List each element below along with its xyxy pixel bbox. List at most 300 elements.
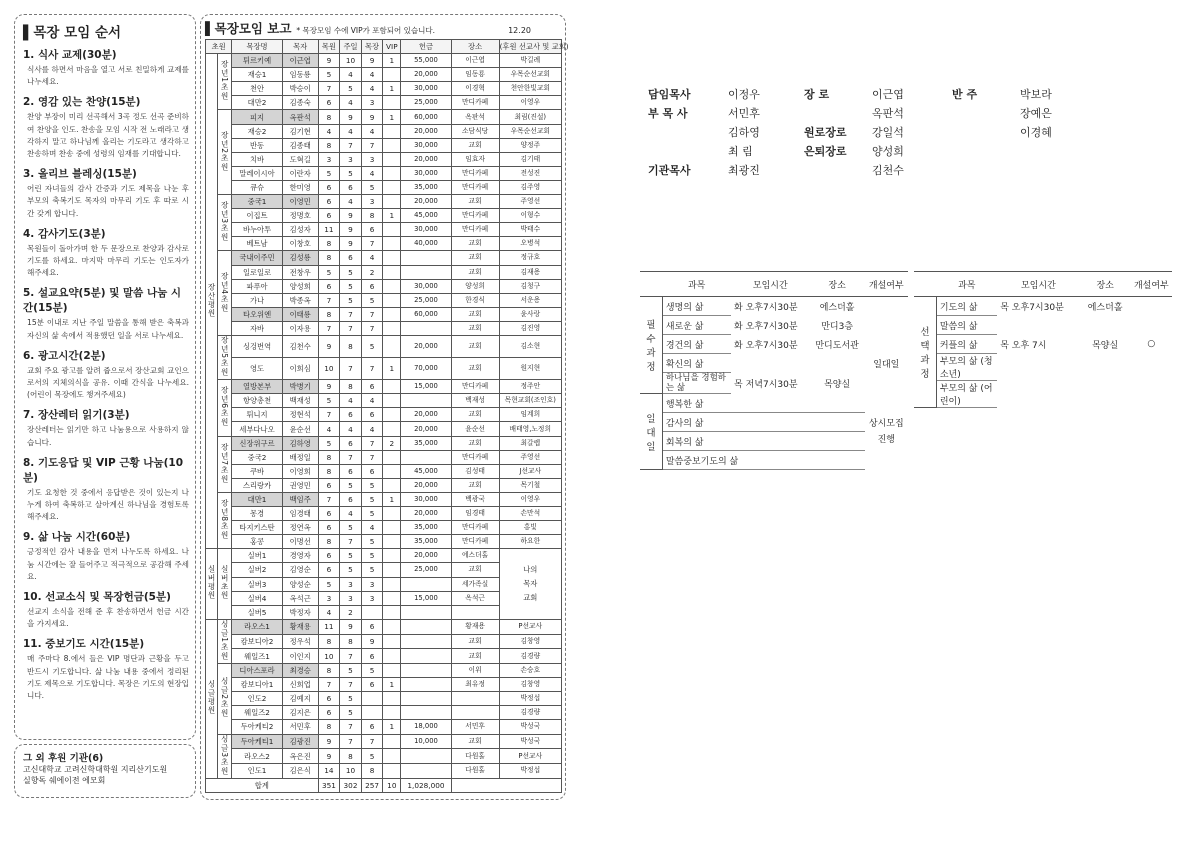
report-cell: 6 [361, 408, 383, 422]
report-cell: 60,000 [401, 307, 451, 321]
report-cell: 3 [361, 591, 383, 605]
course-group [640, 297, 662, 394]
report-cell: 김기태 [499, 152, 561, 166]
report-cell: 백임주 [282, 492, 318, 506]
report-row [206, 195, 562, 209]
report-cell: 이명선 [282, 535, 318, 549]
course-header-blank [640, 272, 662, 297]
report-cell: 교회 [451, 649, 499, 664]
report-cell: 3 [361, 152, 383, 166]
staff-cell [648, 123, 728, 142]
report-cell: 6 [318, 209, 340, 223]
report-cell: 10 [340, 763, 362, 778]
report-cell: 천안 [232, 82, 282, 96]
report-cell: 디아스포라 [232, 664, 282, 678]
report-cell: 4 [361, 251, 383, 265]
report-cell: 11 [318, 619, 340, 634]
report-cell [383, 237, 401, 251]
staff-cell: 장 로 [804, 88, 830, 101]
report-cell: 14 [318, 763, 340, 778]
report-cell: 웨일즈2 [232, 706, 282, 720]
report-cell: 실버1 [232, 549, 282, 563]
course-cell [865, 335, 908, 354]
report-cell: 20,000 [401, 152, 451, 166]
report-cell: 5 [340, 664, 362, 678]
report-cell: 실버4 [232, 591, 282, 605]
report-cell [383, 124, 401, 138]
report-cell: 교회 [451, 408, 499, 422]
report-cell: 세가족실 [451, 577, 499, 591]
report-cell: 20,000 [401, 549, 451, 563]
report-cell [383, 649, 401, 664]
staff-cell: 옥판석 [872, 107, 904, 120]
report-cell: 8 [318, 634, 340, 649]
report-cell: 9 [361, 634, 383, 649]
report-cell: 만디카페 [451, 521, 499, 535]
course-cell [731, 354, 810, 373]
report-cell: 7 [318, 82, 340, 96]
report-total-cell: 10 [383, 778, 401, 792]
staff-cell: 이근엽 [872, 88, 904, 101]
report-cell: 4 [361, 166, 383, 180]
order-section-body: 장산레터는 읽기만 하고 나눔용으로 사용하지 않습니다. [27, 425, 189, 447]
report-cell: 5 [318, 436, 340, 450]
report-cell: 교회 [451, 634, 499, 649]
report-cell: 5 [361, 563, 383, 577]
report-cell: 열방본부 [232, 380, 282, 394]
staff-table [648, 85, 1086, 180]
report-cell: 국내이주민 [232, 251, 282, 265]
report-cell: 4 [361, 124, 383, 138]
report-subgroup-label [217, 54, 231, 110]
report-row [206, 138, 562, 152]
report-cell: 교회 [451, 358, 499, 380]
report-row [206, 619, 562, 634]
report-cell: 7 [340, 307, 362, 321]
report-cell: 서운용 [499, 293, 561, 307]
report-cell: P선교사 [499, 749, 561, 764]
report-cell: 양성희 [282, 279, 318, 293]
report-cell: 전성진 [499, 166, 561, 180]
report-row [206, 380, 562, 394]
course-table-right [914, 271, 1172, 408]
report-total-cell: 1,028,000 [401, 778, 451, 792]
report-cell: 6 [318, 521, 340, 535]
report-cell [383, 96, 401, 110]
report-cell: 30,000 [401, 223, 451, 237]
report-cell: 배태영,노정희 [499, 422, 561, 436]
report-row [206, 279, 562, 293]
report-row [206, 82, 562, 96]
course-cell: 에스더홀 [1087, 302, 1123, 313]
course-group-char: 수 [646, 334, 656, 345]
report-group-name: 실버평원 [207, 565, 216, 600]
report-cell: 교회 [451, 321, 499, 335]
report-subgroup-name: 싱글2초원 [220, 677, 230, 718]
staff-cell: 은퇴장로 [804, 145, 847, 158]
report-cell: 김종태 [282, 138, 318, 152]
report-cell: 20,000 [401, 507, 451, 521]
report-cell: 임경태 [282, 507, 318, 521]
course-row [640, 373, 908, 394]
report-cell: 7 [340, 535, 362, 549]
report-cell: 7 [318, 492, 340, 506]
report-cell: 김재용 [499, 265, 561, 279]
report-group-label [206, 619, 218, 778]
report-col-header: 장소 [451, 40, 499, 54]
report-subgroup-label [217, 195, 231, 251]
report-subgroup-name: 장년5초원 [220, 335, 230, 377]
report-cell: 8 [340, 749, 362, 764]
report-cell [383, 394, 401, 408]
course-cell: 만디3층 [821, 321, 854, 332]
report-cell: 5 [340, 521, 362, 535]
staff-cell [804, 104, 872, 123]
report-cell: 35,000 [401, 535, 451, 549]
staff-cell: 최광진 [728, 164, 760, 177]
report-cell [383, 293, 401, 307]
report-cell [451, 692, 499, 706]
report-cell [361, 605, 383, 619]
report-cell: 옥판석 [451, 110, 499, 124]
staff-cell: 장예은 [1020, 107, 1052, 120]
report-cell: 20,000 [401, 408, 451, 422]
report-cell: 1 [383, 678, 401, 692]
course-note [865, 394, 908, 470]
report-cell: 5 [340, 563, 362, 577]
report-cell: 자바 [232, 321, 282, 335]
course-header: 장소 [810, 272, 865, 297]
report-silver-partner [499, 549, 561, 619]
report-cell [383, 692, 401, 706]
report-cell [383, 634, 401, 649]
report-cell [401, 763, 451, 778]
order-section-body: 목원들이 돌아가며 한 두 문장으로 찬양과 감사로 기도를 하세요. 마지막 마무리 기도는 인도자가 해주세요. [27, 243, 189, 278]
report-row [206, 535, 562, 549]
report-cell: 정주안 [499, 380, 561, 394]
report-cell [451, 605, 499, 619]
order-section-title: 6. 광고시간(2분) [23, 349, 106, 362]
report-col-header: 헌금 [401, 40, 451, 54]
report-cell: 홍콩 [232, 535, 282, 549]
course-cell: 화 오후7시30분 [734, 302, 798, 313]
report-cell [383, 577, 401, 591]
report-subgroup-label [217, 664, 231, 734]
report-cell [383, 223, 401, 237]
course-group [640, 394, 662, 470]
report-cell: 20,000 [401, 124, 451, 138]
report-cell: 10 [340, 54, 362, 68]
report-cell: 반동 [232, 138, 282, 152]
report-row [206, 749, 562, 764]
report-cell: 4 [318, 124, 340, 138]
course-cell: ○ [1147, 339, 1156, 349]
report-subgroup-name: 장년3초원 [220, 201, 230, 242]
report-cell: 5 [340, 293, 362, 307]
report-row [206, 152, 562, 166]
report-cell: 5 [318, 577, 340, 591]
report-cell: 9 [340, 209, 362, 223]
report-cell: 정우석 [282, 634, 318, 649]
report-subgroup-name: 장년6초원 [220, 386, 230, 427]
report-cell [361, 706, 383, 720]
report-cell: 7 [361, 450, 383, 464]
report-cell: 원지현 [499, 358, 561, 380]
report-row [206, 763, 562, 778]
report-cell: 만디카페 [451, 380, 499, 394]
report-cell: 임동룡 [282, 68, 318, 82]
course-row [640, 335, 908, 354]
silver-partner-word: 목자 [523, 579, 538, 589]
report-cell: 10 [318, 649, 340, 664]
report-cell: 옥석근 [451, 591, 499, 605]
report-cell: 실버3 [232, 577, 282, 591]
report-cell [401, 265, 451, 279]
report-cell: 1 [383, 358, 401, 380]
report-cell: 김종숙 [282, 96, 318, 110]
report-cell: 박정자 [282, 605, 318, 619]
report-cell: 5 [340, 706, 362, 720]
report-cell: 30,000 [401, 279, 451, 293]
report-cell [383, 450, 401, 464]
report-cell: 8 [318, 720, 340, 734]
report-cell [401, 450, 451, 464]
order-section-title: 7. 장산레터 읽기(3분) [23, 409, 130, 422]
report-cell: 만디카페 [451, 209, 499, 223]
course-cell: 하나님을 경험하는 삶 [662, 373, 731, 394]
report-cell [401, 706, 451, 720]
report-cell: 5 [361, 664, 383, 678]
course-cell: 목 저녁7시30분 [734, 379, 798, 390]
course-cell: 생명의 삶 [662, 297, 731, 316]
staff-cell [1020, 142, 1086, 161]
report-row [206, 549, 562, 563]
report-cell: 임효자 [451, 152, 499, 166]
report-cell: 30,000 [401, 138, 451, 152]
course-header: 과목 [936, 272, 997, 297]
report-cell: 영도 [232, 358, 282, 380]
course-cell [865, 373, 908, 394]
report-cell: 주영선 [499, 450, 561, 464]
report-cell [383, 279, 401, 293]
report-cell: 6 [340, 180, 362, 194]
report-group-name: 싱글평원 [207, 680, 216, 715]
report-cell: 7 [340, 649, 362, 664]
report-cell: 김진영 [499, 321, 561, 335]
staff-row [648, 142, 1086, 161]
report-cell: 9 [340, 110, 362, 124]
course-row [914, 335, 1172, 354]
report-cell: 2 [340, 605, 362, 619]
course-row [914, 316, 1172, 335]
report-cell: 정연옥 [282, 521, 318, 535]
course-group-char: 일 [646, 441, 656, 453]
course-group [914, 297, 936, 408]
report-cell: 30,000 [401, 82, 451, 96]
staff-cell: 김하영 [728, 126, 760, 139]
order-section-title: 9. 삶 나눔 시간(60분) [23, 531, 131, 544]
report-cell [383, 251, 401, 265]
course-cell [1080, 381, 1131, 408]
report-row [206, 492, 562, 506]
report-cell: 7 [340, 720, 362, 734]
course-cell: 말씀의 삶 [936, 316, 997, 335]
report-cell: 45,000 [401, 464, 451, 478]
report-subgroup-name: 장년8초원 [220, 499, 230, 540]
report-cell: 김창영 [499, 678, 561, 692]
course-group-char: 정 [646, 362, 656, 373]
report-cell: 이영우 [499, 492, 561, 506]
report-cell: 1 [383, 54, 401, 68]
report-subgroup-label [217, 734, 231, 778]
order-section-title: 5. 설교요약(5분) 및 말씀 나눔 시간(15분) [23, 287, 182, 315]
report-cell [383, 706, 401, 720]
report-cell [383, 68, 401, 82]
report-cell: 김창영 [499, 634, 561, 649]
course-header-blank [914, 272, 936, 297]
report-cell: 베트남 [232, 237, 282, 251]
report-col-header: 목장명 [232, 40, 282, 54]
report-cell: 인도2 [232, 692, 282, 706]
report-cell: 이란자 [282, 166, 318, 180]
report-cell: 만디카페 [451, 180, 499, 194]
report-cell: 9 [318, 380, 340, 394]
course-cell [1080, 354, 1131, 381]
report-cell: 정현석 [282, 408, 318, 422]
report-cell [383, 335, 401, 357]
staff-cell: 담임목사 [648, 88, 691, 101]
report-cell: 웨일즈1 [232, 649, 282, 664]
report-cell: 신장위구르 [232, 436, 282, 450]
report-cell: 20,000 [401, 195, 451, 209]
staff-cell: 박보라 [1020, 88, 1052, 101]
report-row [206, 634, 562, 649]
report-cell: 최갈렙 [499, 436, 561, 450]
report-subgroup-label [217, 436, 231, 492]
staff-cell: 양성희 [872, 145, 904, 158]
course-group-char: 일 [646, 413, 656, 425]
report-cell: 타지키스탄 [232, 521, 282, 535]
report-cell: 임경태 [451, 507, 499, 521]
report-cell: 에스더홀 [451, 549, 499, 563]
report-cell: 4 [340, 96, 362, 110]
report-cell: 6 [318, 692, 340, 706]
report-cell [383, 507, 401, 521]
report-cell: 김경량 [499, 706, 561, 720]
report-cell: 6 [340, 251, 362, 265]
report-cell: 이위 [451, 664, 499, 678]
report-cell: 6 [318, 180, 340, 194]
report-cell: 이형수 [499, 209, 561, 223]
report-cell [383, 408, 401, 422]
report-row [206, 422, 562, 436]
report-cell: 7 [340, 450, 362, 464]
report-cell: 7 [318, 408, 340, 422]
report-col-header: 목장 [361, 40, 383, 54]
report-cell: 실버5 [232, 605, 282, 619]
report-cell: 7 [361, 321, 383, 335]
report-cell: 재승2 [232, 124, 282, 138]
course-row [914, 297, 1172, 316]
staff-cell [952, 161, 1020, 180]
report-cell [383, 749, 401, 764]
report-cell: 8 [318, 664, 340, 678]
report-subgroup-name: 싱글3초원 [220, 734, 230, 775]
course-cell [1080, 316, 1131, 335]
report-cell: 2 [383, 436, 401, 450]
staff-cell [952, 123, 1020, 142]
report-cell: 70,000 [401, 358, 451, 380]
report-cell: 만디카페 [451, 450, 499, 464]
report-cell: 박정섭 [499, 692, 561, 706]
report-cell: 주영선 [499, 195, 561, 209]
report-row [206, 706, 562, 720]
staff-cell [648, 142, 728, 161]
report-cell: 이근엽 [451, 54, 499, 68]
order-section-title: 2. 영감 있는 찬양(15분) [23, 96, 141, 109]
report-cell [383, 195, 401, 209]
meeting-order-title: ▌목장 모임 순서 [23, 25, 122, 41]
report-cell: 서민후 [282, 720, 318, 734]
report-cell: 6 [318, 706, 340, 720]
report-cell: 이영민 [282, 195, 318, 209]
report-cell: 6 [318, 478, 340, 492]
course-cell: 행복한 삶 [662, 394, 864, 413]
meeting-order-list [23, 47, 189, 702]
course-cell: 부모의 삶 (어린이) [936, 381, 997, 408]
report-cell: 오병석 [499, 237, 561, 251]
report-cell: 정명호 [282, 209, 318, 223]
order-section-body: 식사를 하면서 마음을 열고 서로 친밀하게 교제를 나누세요. [27, 65, 189, 87]
report-cell: 5 [361, 478, 383, 492]
course-cell [1131, 297, 1172, 316]
report-cell: 6 [340, 464, 362, 478]
report-subgroup-label [217, 380, 231, 436]
report-row [206, 110, 562, 124]
report-cell: 3 [340, 152, 362, 166]
report-cell: 신희업 [282, 678, 318, 692]
report-total-cell: 257 [361, 778, 383, 792]
report-group-label [206, 549, 218, 619]
order-section-title: 3. 올리브 블레싱(15분) [23, 168, 137, 181]
report-cell [451, 706, 499, 720]
report-row [206, 678, 562, 692]
report-subgroup-name: 장년4초원 [220, 271, 230, 312]
silver-partner-word: 나의 [523, 565, 538, 575]
report-cell [383, 166, 401, 180]
report-cell: 임동룡 [451, 68, 499, 82]
course-cell: 일대일 [873, 359, 900, 370]
report-cell: 5 [340, 478, 362, 492]
report-cell: 6 [318, 96, 340, 110]
report-cell: 5 [361, 535, 383, 549]
report-cell: 김하영 [282, 436, 318, 450]
report-cell: 8 [318, 450, 340, 464]
report-cell: 대만2 [232, 96, 282, 110]
report-cell: 서민후 [451, 720, 499, 734]
report-cell: 1 [383, 720, 401, 734]
staff-cell [1020, 161, 1086, 180]
report-cell [383, 549, 401, 563]
report-col-header: (후원 선교사 및 교회) [499, 40, 561, 54]
report-cell: 6 [318, 563, 340, 577]
report-cell: 18,000 [401, 720, 451, 734]
report-cell: 5 [340, 166, 362, 180]
report-cell: 손만석 [499, 507, 561, 521]
report-cell [401, 394, 451, 408]
order-section-body: 기도 요청한 것 중에서 응답받은 것이 있는지 나누게 하여 축복하고 살아계신 하나님을 경험토록 해주세요. [27, 487, 189, 522]
order-section-title: 8. 기도응답 및 VIP 근황 나눔(10분) [23, 456, 183, 484]
